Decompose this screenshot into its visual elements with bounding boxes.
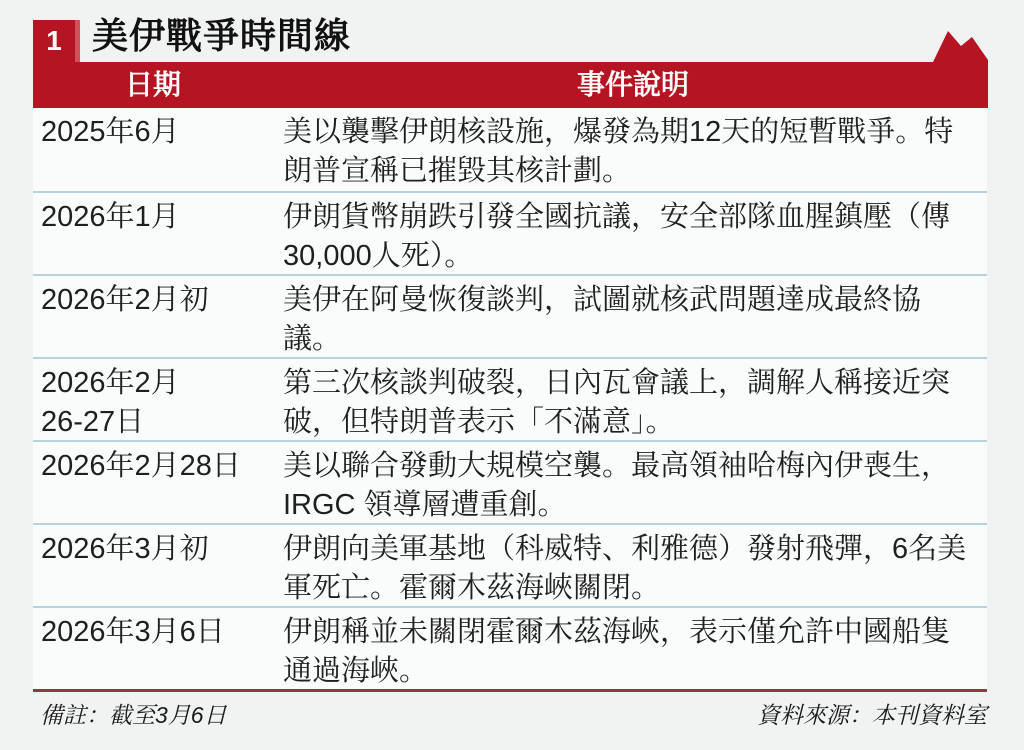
date-cell: 2026年2月 26-27日: [41, 367, 180, 438]
table-row: [33, 191, 987, 274]
event-cell: 伊朗稱並未關閉霍爾木茲海峽，表示僅允許中國船隻 通過海峽。: [283, 616, 951, 687]
table-row: [33, 523, 987, 606]
table-row: [33, 357, 987, 440]
event-cell: 伊朗向美軍基地（科威特、利雅德）發射飛彈，6名美 軍死亡。霍爾木茲海峽關閉。: [283, 533, 967, 604]
date-cell: 2026年1月: [41, 201, 180, 233]
table-row: [33, 440, 987, 523]
index-badge: 1: [33, 20, 75, 62]
table-row: [33, 606, 987, 689]
ribbon-fold-decoration: [928, 28, 988, 108]
date-cell: 2026年3月初: [41, 533, 209, 565]
event-cell: 美以聯合發動大規模空襲。最高領袖哈梅內伊喪生， IRGC 領導層遭重創。: [283, 450, 951, 521]
column-header-date: 日期: [124, 69, 181, 100]
table-row: [33, 274, 987, 357]
note-text: 備註：截至3月6日: [40, 702, 227, 728]
timeline-table: [33, 108, 987, 689]
column-header-event: 事件說明: [576, 69, 689, 100]
date-cell: 2026年3月6日: [41, 616, 225, 648]
date-cell: 2026年2月28日: [41, 450, 241, 482]
date-cell: 2026年2月初: [41, 284, 209, 316]
event-cell: 美伊在阿曼恢復談判，試圖就核武問題達成最終協 議。: [283, 284, 922, 355]
badge-highlight-edge: [75, 20, 80, 62]
event-cell: 美以襲擊伊朗核設施，爆發為期12天的短暫戰爭。特 朗普宣稱已摧毀其核計劃。: [283, 116, 954, 187]
table-header-band: [33, 62, 955, 108]
page-title: 美伊戰爭時間線: [92, 15, 352, 56]
table-row: [33, 108, 987, 191]
event-cell: 第三次核談判破裂，日內瓦會議上，調解人稱接近突 破，但特朗普表示「不滿意」。: [283, 367, 951, 438]
event-cell: 伊朗貨幣崩跌引發全國抗議，安全部隊血腥鎮壓（傳 30,000人死）。: [283, 201, 951, 272]
footer-rule: [33, 689, 987, 692]
source-text: 資料來源：本刊資料室: [757, 702, 987, 728]
date-cell: 2025年6月: [41, 116, 180, 148]
